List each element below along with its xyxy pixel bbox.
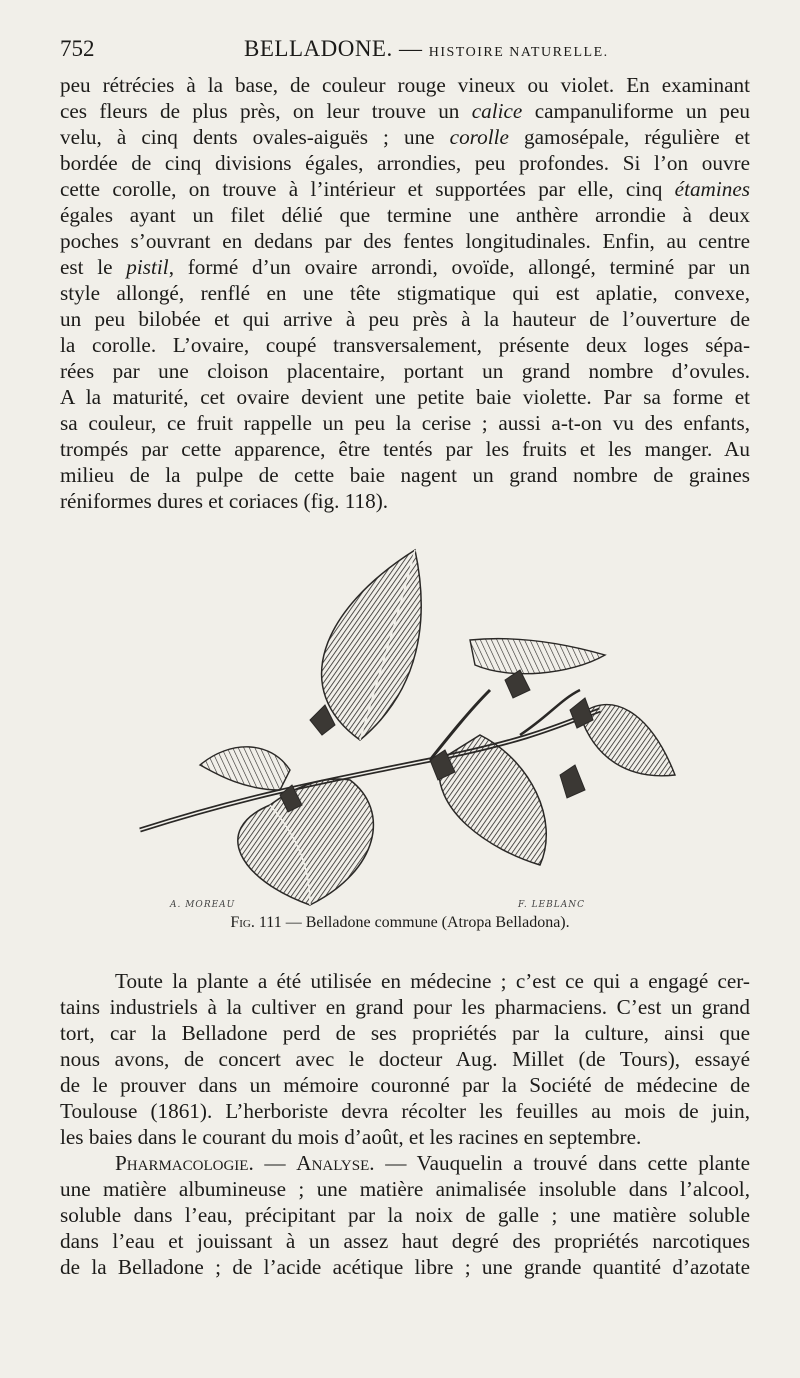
paragraph-pharmacology xyxy=(60,1150,750,1280)
page-number: 752 xyxy=(60,36,95,61)
text-line: trompés par cette apparence, être tentés par les fruits et les manger. Au xyxy=(60,437,750,461)
text-line: peu rétrécies à la base, de couleur rouge vineux ou violet. En examinant xyxy=(60,73,750,97)
pharmacology-first-line xyxy=(60,1150,750,1176)
text-line: poches s’ouvrant en dedans par des fentes longitudinales. Enfin, au centre xyxy=(60,229,750,253)
leaf-middle xyxy=(439,735,546,865)
text-line: tains industriels à la cultiver en grand pour les pharmaciens. C’est un grand xyxy=(60,995,750,1019)
text-line: une matière albumineuse ; une matière animalisée insoluble dans l’alcool, xyxy=(60,1177,750,1201)
text-line: A la maturité, cet ovaire devient une petite baie violette. Par sa forme et xyxy=(60,385,750,409)
figure-caption xyxy=(0,914,800,932)
text-line: les baies dans le courant du mois d’août, et les racines en septembre. xyxy=(60,1125,642,1149)
text-line: milieu de la pulpe de cette baie nagent un grand nombre de graines xyxy=(60,463,750,487)
section-label-analyse: Analyse. xyxy=(296,1151,375,1175)
text-line: Toute la plante a été utilisée en médecine ; c’est ce qui a engagé cer- xyxy=(115,969,750,993)
running-head xyxy=(244,36,609,62)
figure-label: Fig. 111 xyxy=(230,914,282,931)
text-line: bordée de cinq divisions égales, arrondies, peu profondes. Si l’on ouvre xyxy=(60,151,750,175)
page-header xyxy=(60,36,748,66)
running-head-title: BELLADONE. xyxy=(244,36,393,61)
leaf-right xyxy=(580,705,675,776)
section-label-pharmacologie: Pharmacologie. xyxy=(115,1151,254,1175)
text-line: soluble dans l’eau, précipitant par la noix de galle ; une matière soluble xyxy=(60,1203,750,1227)
text-line: rées par une cloison placentaire, portant un grand nombre d’ovules. xyxy=(60,359,750,383)
text-segment: campanuliforme un peu xyxy=(522,99,750,123)
running-head-dash: — xyxy=(398,36,423,61)
text-line xyxy=(60,98,750,124)
text-line xyxy=(60,176,750,202)
engraver-signature-left: A. MOREAU xyxy=(170,900,236,910)
text-line: réniformes dures et coriaces (fig. 118). xyxy=(60,489,389,513)
italic-term: étamines xyxy=(674,177,750,201)
text-line: nous avons, de concert avec le docteur Aug. Millet (de Tours), essayé xyxy=(60,1047,750,1071)
text-line: de le prouver dans un mémoire couronné par la Société de médecine de xyxy=(60,1073,750,1097)
text-line xyxy=(60,124,750,150)
text-line: dans l’eau et jouissant à un assez haut degré des propriétés narcotiques xyxy=(60,1229,750,1253)
paragraph-culture xyxy=(60,968,750,1150)
text-line xyxy=(60,254,750,280)
text-line: de la Belladone ; de l’acide acétique libre ; une grande quantité d’azotate xyxy=(60,1255,750,1279)
belladonna-illustration xyxy=(130,540,690,910)
italic-term: corolle xyxy=(449,125,509,149)
text-segment: , formé d’un ovaire arrondi, ovoïde, allongé, terminé par un xyxy=(168,255,750,279)
separator: — xyxy=(374,1151,417,1175)
text-line: égales ayant un filet délié que termine une anthère arrondie à deux xyxy=(60,203,750,227)
text-line: la corolle. L’ovaire, coupé transversalement, présente deux loges sépa- xyxy=(60,333,750,357)
text-segment: est le xyxy=(60,255,127,279)
text-block-lower xyxy=(60,968,750,1280)
text-segment: velu, à cinq dents ovales-aiguës ; une xyxy=(60,125,450,149)
text-line: un peu bilobée et qui arrive à peu près à la hauteur de l’ouverture de xyxy=(60,307,750,331)
pharmacology-first-line-text: Vauquelin a trouvé dans cette plante xyxy=(416,1151,750,1175)
engraver-signature-right: F. LEBLANC xyxy=(518,900,585,910)
separator: — xyxy=(253,1151,297,1175)
text-line: style allongé, renflé en une tête stigmatique qui est aplatie, convexe, xyxy=(60,281,750,305)
text-segment: gamosépale, régulière et xyxy=(508,125,750,149)
leaf-left xyxy=(200,747,290,790)
text-line: sa couleur, ce fruit rappelle un peu la cerise ; aussi a-t-on vu des enfants, xyxy=(60,411,750,435)
figure-caption-text: — Belladone commune (Atropa Belladona). xyxy=(285,914,570,931)
figure-belladonna xyxy=(130,540,690,910)
text-line: tort, car la Belladone perd de ses propriétés par la culture, ainsi que xyxy=(60,1021,750,1045)
running-head-subtitle: HISTOIRE NATURELLE. xyxy=(428,45,609,60)
leaf-upper-right xyxy=(470,639,605,674)
leaf-top xyxy=(322,550,422,740)
text-line: Toulouse (1861). L’herboriste devra récolter les feuilles au mois de juin, xyxy=(60,1099,750,1123)
text-segment: cette corolle, on trouve à l’intérieur et supportées par elle, cinq xyxy=(60,177,675,201)
italic-term: calice xyxy=(471,99,523,123)
italic-term: pistil xyxy=(126,255,169,279)
text-segment: ces fleurs de plus près, on leur trouve un xyxy=(60,99,472,123)
paragraph-description xyxy=(60,72,750,514)
